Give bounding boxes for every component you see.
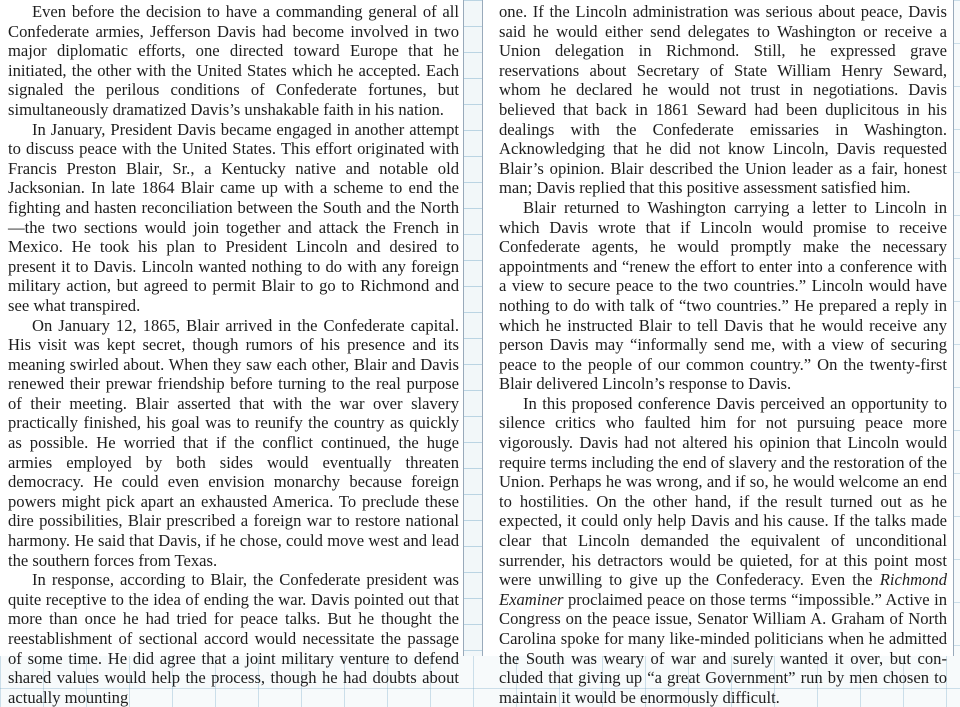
- paragraph: In response, according to Blair, the Confederate president was quite receptive to the idea of ending the war. Davis pointed out that more than once he had tried for peace talks. But he thought the reestablishment of sectional accord would necessitate the passage of some time. He did agree that a joint military venture to defend shared values would help the process, though he had doubts about actually mounting: [8, 570, 459, 707]
- paragraph: In January, President Davis became engaged in another attempt to discuss peace with the United States. This effort originated with Francis Preston Blair, Sr., a Kentucky native and notable old Jacksonian. In late 1864 Blair came up with a scheme to end the fighting and hasten reconciliation between the South and the North—the two sections would join together and attack the French in Mexico. He took his plan to President Lincoln and desired to present it to Davis. Lincoln wanted nothing to do with any foreign military action, but agreed to permit Blair to go to Richmond and see what transpired.: [8, 119, 459, 315]
- paragraph-text: In this proposed conference Davis perceived an opportunity to silence critics who faulted him for not pursuing peace more vigorously. Davis had not altered his opinion that Lincoln would require terms including the end of slavery and the restoration of the Union. Perhaps he was wrong, and if so, he would welcome an end to hostilities. On the other hand, if the result turned out as he expected, it could only help Davis and his cause. If the talks made clear that Lincoln demanded the equivalent of unconditional surrender, his detractors would be quieted, for at this point most were unwilling to give up the Confederacy. Even the: [499, 393, 947, 590]
- paragraph: Blair returned to Washington carrying a letter to Lincoln in which Davis wrote that if Lincoln would promise to receive Confederate agents, he would promptly make the necessary appointments and “renew the effort to enter into a conference with a view to secure peace to the two countries.” Lincoln would have nothing to do with talk of “two countries.” He prepared a reply in which he instructed Blair to tell Davis that he would receive any person Davis may “informally send me, with a view of securing peace to the people of our common country.” On the twenty-first Blair delivered Lincoln’s response to Davis.: [499, 197, 947, 394]
- paragraph: [499, 394, 947, 707]
- paragraph: On January 12, 1865, Blair arrived in the Confederate capital. His visit was kept secret, though rumors of his presence and its meaning swirled about. When they saw each other, Blair and Davis renewed their prewar friendship before turning to the real purpose of their meeting. Blair asserted that with the war over slavery practically finished, his goal was to reunify the country as quickly as possible. He worried that if the conflict continued, the huge armies employed by both sides would eventually threaten democracy. He could even envision monarchy because foreign powers might pick apart an exhausted America. To preclude these dire possibilities, Blair prescribed a foreign war to restore national harmony. He said that Davis, if he chose, could move west and lead the southern forces from Texas.: [8, 315, 459, 570]
- page-gutter: [464, 0, 482, 656]
- paragraph: Even before the decision to have a commanding general of all Confederate armies, Jefferson Davis had become involved in two major diplomatic efforts, one directed toward Europe that he initiated, the other with the United States which he accepted. Each signaled the perilous conditions of Confederate fortunes, but simultaneously dramatized Davis’s unshakable faith in his nation.: [8, 2, 459, 119]
- paragraph-text: proclaimed peace on those terms “impossible.” Active in Congress on the peace issue, Senator William A. Graham of North Carolina spoke for many like-minded politicians when he admitted the South was weary of war and surely wanted it over, but concluded that giving up “a great Government” run by men chosen to maintain it would be enormously difficult.: [499, 589, 947, 707]
- right-text-column: [482, 0, 954, 707]
- left-text-column: [0, 0, 464, 707]
- newspaper-title: Richmond Examiner: [499, 570, 947, 609]
- paragraph: one. If the Lincoln administration was serious about peace, Davis said he would either send delegates to Washington or receive a Union delegation in Richmond. Still, he expressed grave reservations about Secretary of State William Henry Seward, whom he declared he would not trust in negotiations. Davis believed that back in 1861 Seward had been duplicitous in his dealings with the Confederate emissaries in Washington. Acknowledging that he did not know Lincoln, Davis requested Blair’s opinion. Blair described the Union leader as a fair, honest man; Davis replied that this positive assessment satisfied him.: [499, 2, 947, 198]
